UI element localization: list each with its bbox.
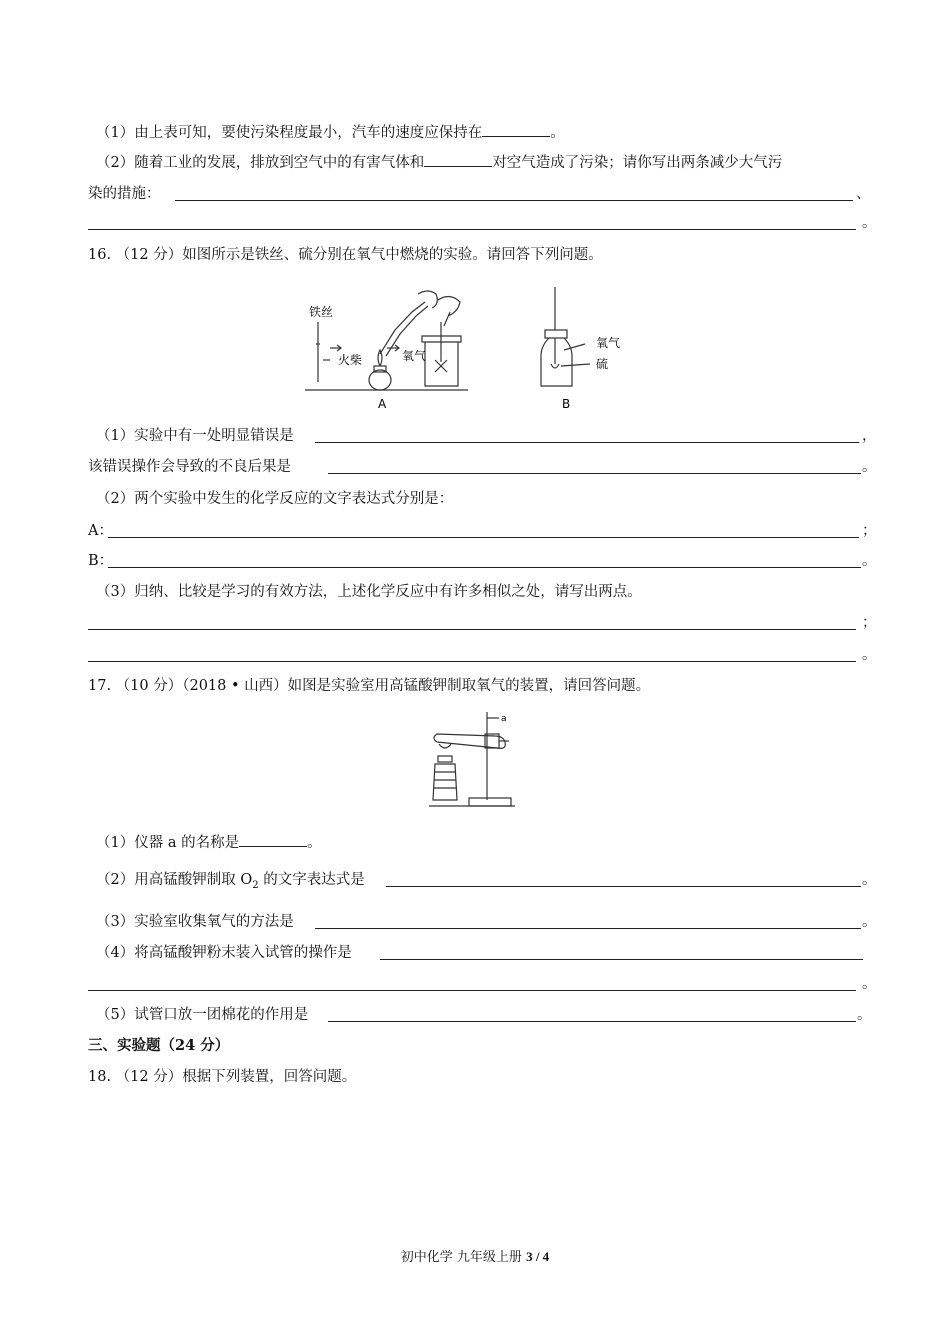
- q16-part1: （1）实验中有一处明显错误是: [96, 428, 294, 444]
- answer-line[interactable]: [88, 629, 856, 630]
- answer-line[interactable]: [108, 537, 859, 538]
- answer-line[interactable]: [315, 442, 859, 443]
- punctuation: 。: [862, 215, 877, 231]
- answer-line[interactable]: [88, 990, 856, 991]
- label-oxygen-a: 氧气: [402, 349, 427, 363]
- q17-part2: （2）用高锰酸钾制取 $O_2$ 的文字表达式是: [96, 872, 365, 891]
- gas-jar-b: [541, 338, 572, 386]
- q17-part1: （1）仪器 a 的名称是 。: [96, 832, 322, 853]
- crucible-tongs: [380, 302, 425, 354]
- alcohol-lamp: [369, 370, 391, 390]
- label-b: B: [562, 397, 571, 411]
- answer-blank[interactable]: [424, 152, 492, 167]
- footer-title: 初中化学 九年级上册: [400, 1250, 527, 1265]
- answer-line[interactable]: [175, 200, 853, 201]
- label-iron-wire: 铁丝: [309, 305, 334, 319]
- answer-line[interactable]: [315, 928, 861, 929]
- answer-line[interactable]: [328, 473, 861, 474]
- jar-stopper: [545, 330, 567, 338]
- q16-part2: （2）两个实验中发生的化学反应的文字表达式分别是：: [96, 491, 454, 507]
- punctuation: 。: [857, 1007, 872, 1023]
- lamp-wick-holder: [438, 756, 452, 762]
- q15-part2: （2）随着工业的发展，排放到空气中的有害气体和 对空气造成了污染；请你写出两条减少大气污: [96, 152, 782, 173]
- q16-part2-b-label: B：: [88, 553, 114, 569]
- iron-stand-base: [469, 798, 511, 806]
- punctuation: 。: [862, 459, 877, 475]
- answer-line[interactable]: [328, 1021, 856, 1022]
- punctuation: ；: [862, 523, 877, 539]
- punctuation: 、: [856, 186, 871, 202]
- q16-title: 16. （12 分）如图所示是铁丝、硫分别在氧气中燃烧的实验。请回答下列问题。: [88, 247, 603, 263]
- q17-part3: （3）实验室收集氧气的方法是: [96, 914, 294, 930]
- alcohol-lamp: [433, 764, 457, 800]
- q17-part4: （4）将高锰酸钾粉末装入试管的操作是: [96, 945, 352, 961]
- punctuation: 。: [862, 976, 877, 992]
- q17-part5: （5）试管口放一团棉花的作用是: [96, 1007, 309, 1023]
- q17-figure: [425, 708, 525, 812]
- q16-part2-a-label: A：: [88, 523, 113, 539]
- answer-line[interactable]: [88, 661, 856, 662]
- answer-blank[interactable]: [239, 832, 307, 847]
- page-number: 3 / 4: [526, 1249, 550, 1264]
- punctuation: 。: [862, 914, 877, 930]
- label-sulfur: 硫: [596, 357, 609, 371]
- section3-title: 三、实验题（24 分）: [88, 1037, 230, 1054]
- q18-title: 18. （12 分）根据下列装置，回答问题。: [88, 1069, 357, 1085]
- q16-figure: [300, 282, 645, 414]
- punctuation: ；: [862, 615, 877, 631]
- answer-line[interactable]: [88, 229, 856, 230]
- answer-line[interactable]: [386, 886, 861, 887]
- q15-measures-label: 染的措施：: [88, 186, 161, 202]
- test-tube: [434, 734, 505, 748]
- label-match: 火柴: [338, 353, 363, 367]
- punctuation: 。: [862, 872, 877, 888]
- q15-part1: （1）由上表可知，要使污染程度最小，汽车的速度应保持在 。: [96, 122, 565, 143]
- punctuation: 。: [862, 553, 877, 569]
- q17-title: 17. （10 分）（2018 • 山西）如图是实验室用高锰酸钾制取氧气的装置，请回答问题。: [88, 678, 651, 694]
- answer-blank[interactable]: [482, 122, 550, 137]
- flame: [439, 744, 451, 748]
- answer-line[interactable]: [108, 567, 861, 568]
- page-footer: [0, 1248, 950, 1267]
- punctuation: ，: [862, 428, 877, 444]
- q16-part1-consequence: 该错误操作会导致的不良后果是: [88, 459, 291, 475]
- label-a: A: [378, 397, 387, 411]
- q16-part3: （3）归纳、比较是学习的有效方法，上述化学反应中有许多相似之处，请写出两点。: [96, 584, 642, 600]
- sulfur-spoon: [551, 364, 559, 368]
- label-a: a: [501, 714, 507, 724]
- label-oxygen-b: 氧气: [596, 336, 621, 350]
- punctuation: 。: [862, 647, 877, 663]
- answer-line[interactable]: [380, 959, 863, 960]
